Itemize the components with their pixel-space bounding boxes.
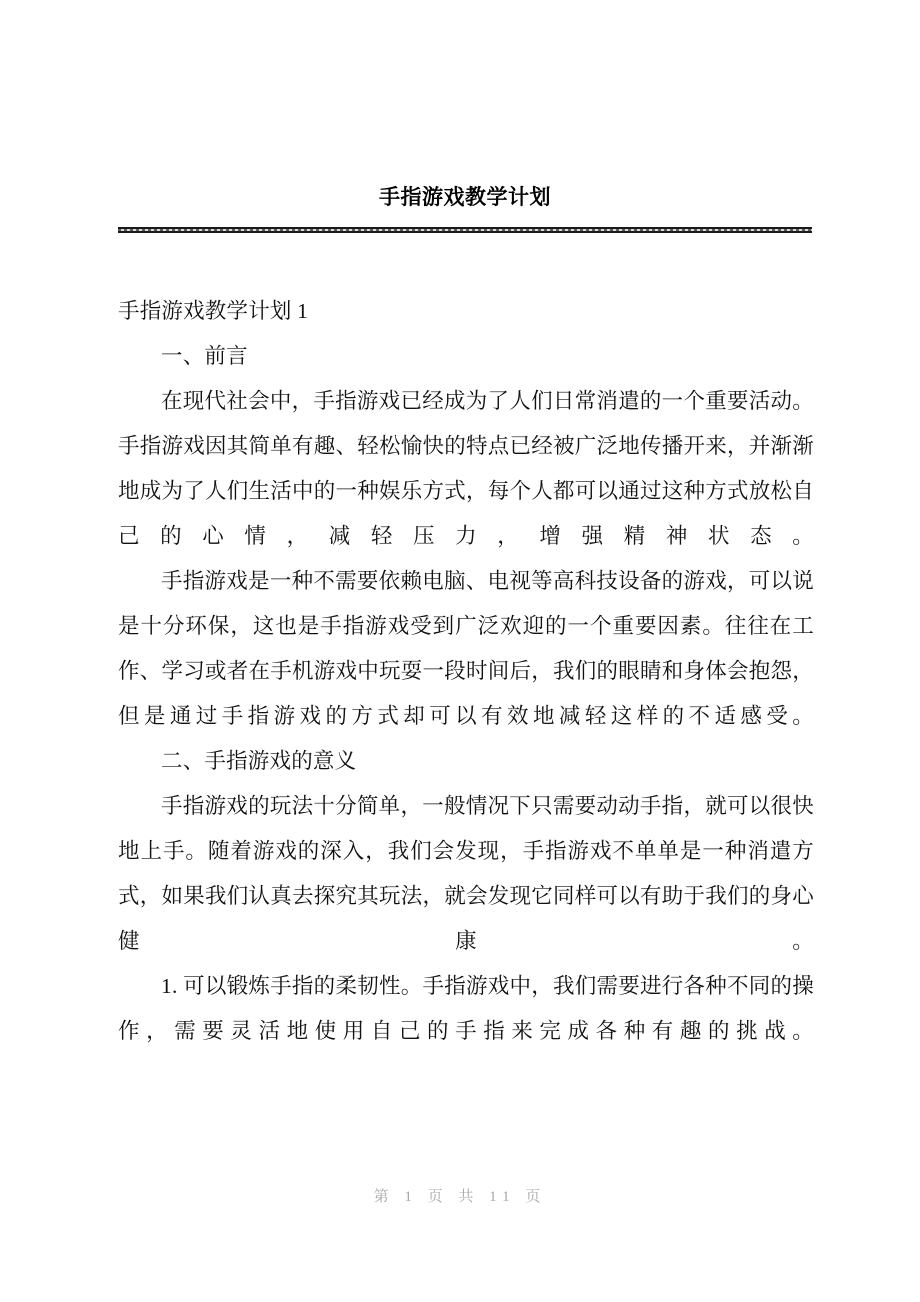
title-divider xyxy=(118,227,812,233)
section-heading-significance: 二、手指游戏的意义 xyxy=(161,749,357,773)
document-body xyxy=(118,289,814,1054)
page-title: 手指游戏教学计划 xyxy=(379,186,551,209)
divider-line-bottom xyxy=(118,231,812,233)
page-footer xyxy=(0,1186,920,1208)
page-number-indicator: 第 1 页 共 11 页 xyxy=(373,1189,547,1205)
body-paragraph: 在现代社会中，手指游戏已经成为了人们日常消遣的一个重要活动。手指游戏因其简单有趣、轻松愉快的特点已经被广泛地传播开来，并渐渐地成为了人们生活中的一种娱乐方式，每个人都可以通过这种方式放松自己的心情，减轻压力，增强精神状态。 xyxy=(118,389,814,548)
body-paragraph: 手指游戏是一种不需要依赖电脑、电视等高科技设备的游戏，可以说是十分环保，这也是手指游戏受到广泛欢迎的一个重要因素。往往在工作、学习或者在手机游戏中玩耍一段时间后，我们的眼睛和身体会抱怨，但是通过手指游戏的方式却可以有效地减轻这样的不适感受。 xyxy=(118,569,814,728)
section-heading-preface: 一、前言 xyxy=(161,344,248,368)
body-paragraph: 手指游戏的玩法十分简单，一般情况下只需要动动手指，就可以很快地上手。随着游戏的深入，我们会发现，手指游戏不单单是一种消遣方式，如果我们认真去探究其玩法，就会发现它同样可以有助于我们的身心健康。 xyxy=(118,794,814,953)
list-item: 1. 可以锻炼手指的柔韧性。手指游戏中，我们需要进行各种不同的操作，需要灵活地使用自己的手指来完成各种有趣的挑战。 xyxy=(118,974,814,1043)
document-subtitle: 手指游戏教学计划 1 xyxy=(118,299,309,323)
